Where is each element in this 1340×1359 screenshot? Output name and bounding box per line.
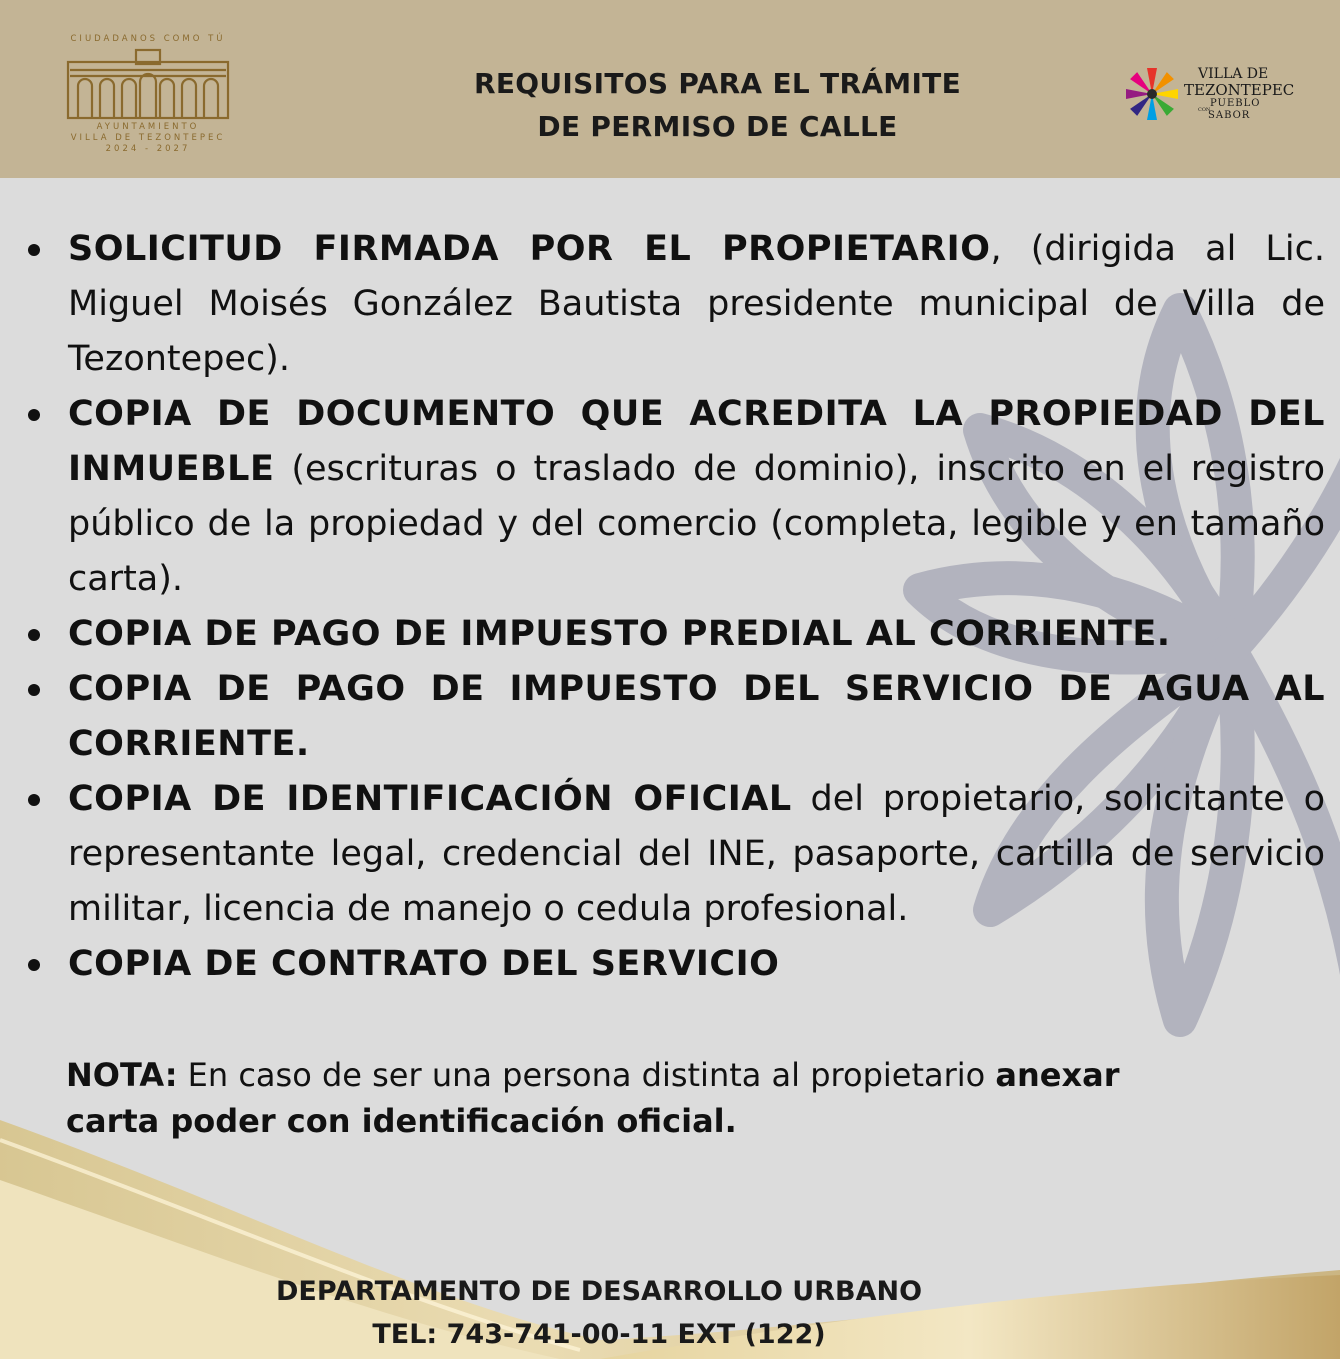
logo-right-line-1: VILLA DE [1198, 66, 1269, 82]
page-title [350, 62, 1085, 148]
requirement-bold: COPIA DE DOCUMENTO QUE ACREDITA LA PROPIEDAD DEL INMUEBLE [68, 394, 1325, 489]
logo-line-3: 2024 - 2027 [105, 144, 191, 154]
requirement-item [68, 222, 1325, 387]
note-text: En caso de ser una persona distinta al propietario [177, 1056, 996, 1094]
logo-right-line-5: SABOR [1208, 110, 1251, 121]
footer-contact [240, 1270, 958, 1356]
phone-number: TEL: 743-741-00-11 EXT (122) [372, 1319, 826, 1350]
building-icon [66, 48, 230, 120]
requirement-text: (escrituras o traslado de dominio), inscrito en el registro público de la propiedad y del comercio (completa, legible y en tamaño carta). [68, 449, 1325, 599]
note-bold-2: carta poder con identificación oficial. [66, 1102, 737, 1140]
villa-tezontepec-logo [1122, 64, 1295, 128]
requirement-item [68, 662, 1325, 772]
header-band [0, 0, 1340, 178]
requirement-bold: COPIA DE CONTRATO DEL SERVICIO [68, 944, 780, 984]
note-label: NOTA: [66, 1056, 178, 1094]
logo-right-line-4: CON [1198, 107, 1211, 113]
requirement-bold: SOLICITUD FIRMADA POR EL PROPIETARIO [68, 229, 991, 269]
title-line-1: REQUISITOS PARA EL TRÁMITE [474, 67, 961, 100]
requirement-text: del propietario, solicitante o representante legal, credencial del INE, pasaporte, cartilla de servicio militar, licencia de manejo o cedula profesional. [68, 779, 1325, 929]
requirement-item [68, 772, 1325, 937]
department-name: DEPARTAMENTO DE DESARROLLO URBANO [275, 1276, 923, 1307]
logo-line-2: VILLA DE TEZONTEPEC [70, 133, 226, 143]
logo-right-line-3: PUEBLO [1210, 98, 1261, 109]
requirement-bold: COPIA DE PAGO DE IMPUESTO DEL SERVICIO DE AGUA AL CORRIENTE. [68, 669, 1325, 764]
requirement-item [68, 937, 1325, 992]
flower-logo-icon [1124, 66, 1180, 122]
requirement-bold: COPIA DE IDENTIFICACIÓN OFICIAL [68, 779, 792, 819]
requirements-list [68, 222, 1325, 992]
requirement-text: , (dirigida al Lic. Miguel Moisés González Bautista presidente municipal de Villa de Tezontepec). [68, 229, 1325, 379]
requirement-bold: COPIA DE PAGO DE IMPUESTO PREDIAL AL CORRIENTE. [68, 614, 1171, 654]
note-block [66, 1052, 1166, 1144]
title-line-2: DE PERMISO DE CALLE [537, 110, 898, 143]
requirement-item [68, 607, 1325, 662]
ayuntamiento-logo [58, 34, 238, 160]
logo-top-text: CIUDADANOS COMO TÚ [70, 34, 226, 44]
requirement-item [68, 387, 1325, 607]
logo-line-1: AYUNTAMIENTO [96, 122, 200, 132]
logo-right-line-2: TEZONTEPEC [1184, 81, 1295, 99]
note-bold-1: anexar [995, 1056, 1120, 1094]
